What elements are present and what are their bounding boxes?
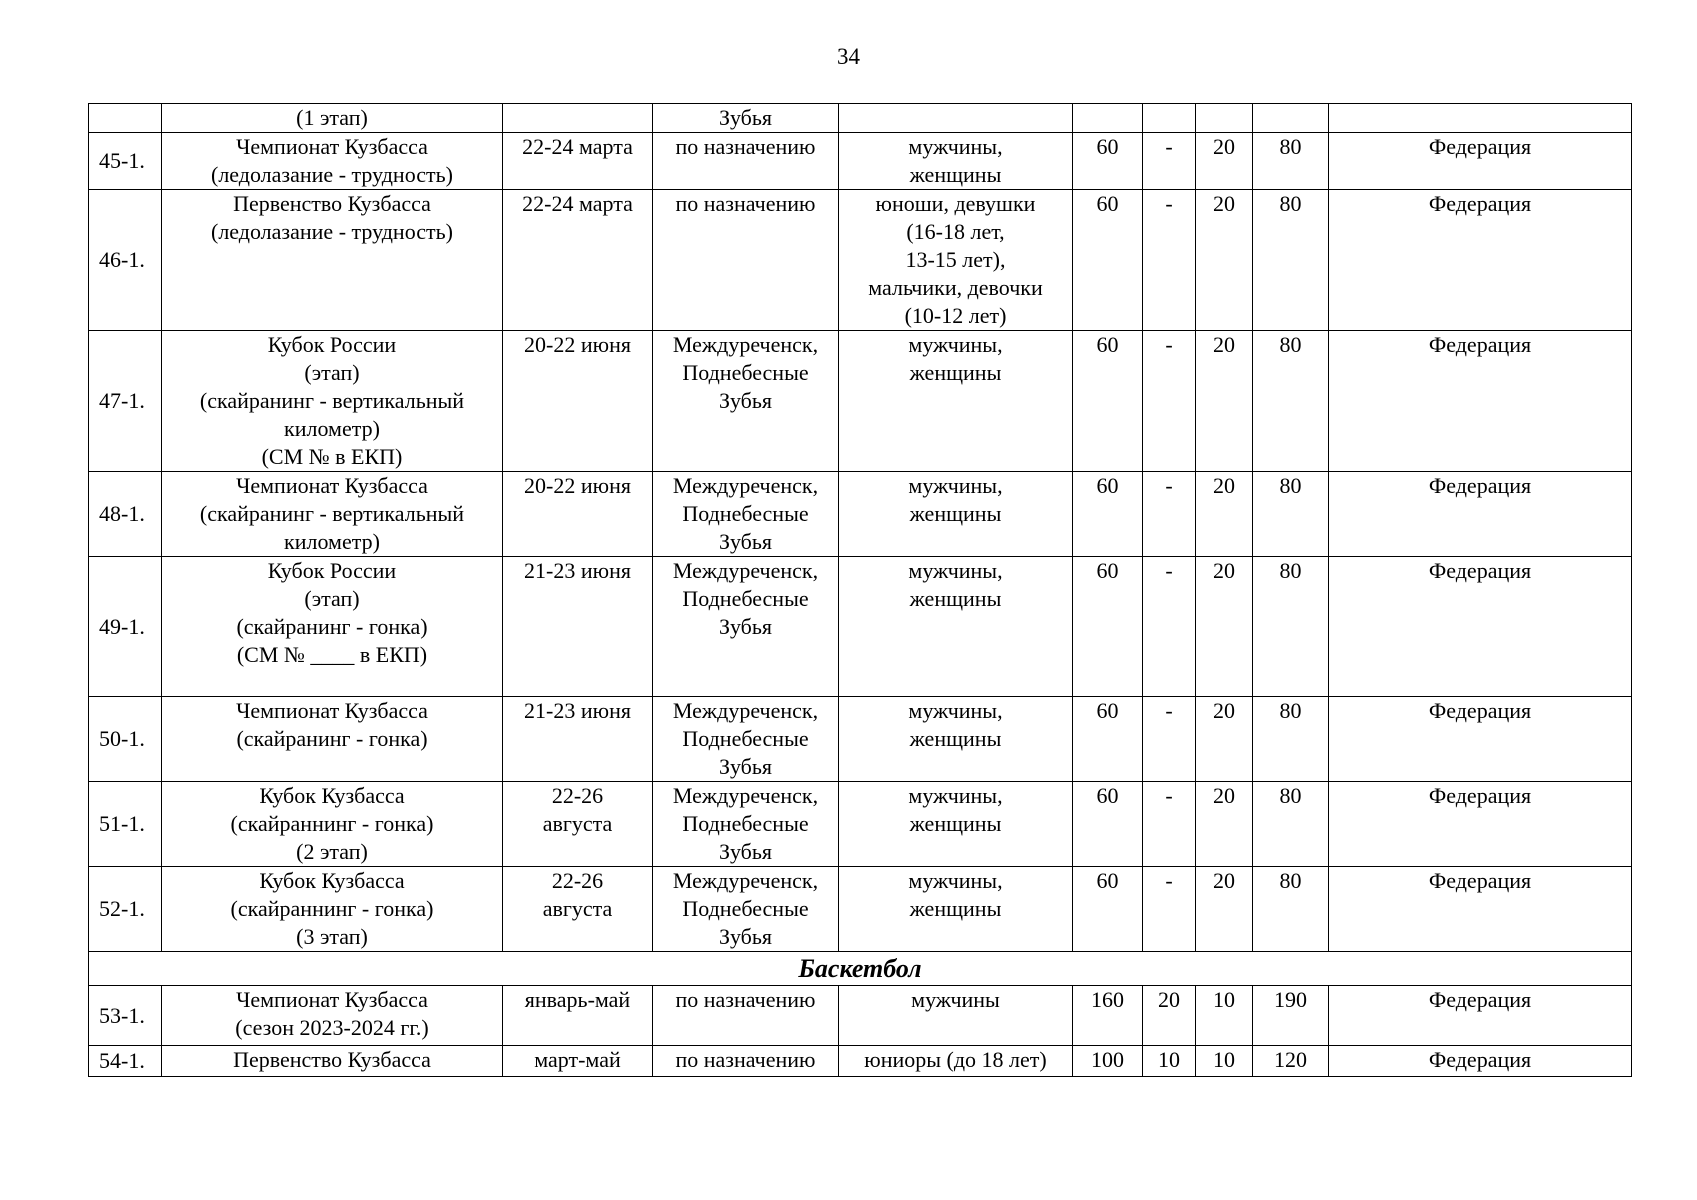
organizer: Федерация: [1329, 697, 1632, 782]
count-3: 20: [1196, 697, 1253, 782]
count-total: 80: [1253, 557, 1329, 697]
organizer: Федерация: [1329, 472, 1632, 557]
organizer: Федерация: [1329, 867, 1632, 952]
event-dates: 22-26 августа: [503, 782, 653, 867]
event-place: по назначению: [653, 1046, 839, 1077]
count-total: 80: [1253, 331, 1329, 472]
section-row: [89, 952, 1632, 986]
table-row: [89, 1046, 1632, 1077]
event-place: Зубья: [653, 104, 839, 133]
table-body: [89, 104, 1632, 1077]
table-row: [89, 133, 1632, 190]
count-2: -: [1143, 867, 1196, 952]
count-1: 100: [1073, 1046, 1143, 1077]
organizer: Федерация: [1329, 133, 1632, 190]
count-total: 80: [1253, 472, 1329, 557]
table-row: [89, 986, 1632, 1046]
count-3: 20: [1196, 867, 1253, 952]
count-2: [1143, 104, 1196, 133]
event-name: Чемпионат Кузбасса (скайранинг - гонка): [162, 697, 503, 782]
event-place: Междуреченск, Поднебесные Зубья: [653, 331, 839, 472]
event-place: по назначению: [653, 986, 839, 1046]
count-total: 80: [1253, 697, 1329, 782]
count-total: 80: [1253, 782, 1329, 867]
event-place: Междуреченск, Поднебесные Зубья: [653, 867, 839, 952]
table-row: [89, 104, 1632, 133]
count-total: 80: [1253, 190, 1329, 331]
count-total: [1253, 104, 1329, 133]
row-number: [89, 104, 162, 133]
row-number: 49-1.: [89, 557, 162, 697]
table-row: [89, 782, 1632, 867]
count-1: 60: [1073, 133, 1143, 190]
count-2: -: [1143, 557, 1196, 697]
event-place: по назначению: [653, 190, 839, 331]
count-2: -: [1143, 782, 1196, 867]
events-table: [88, 103, 1632, 1077]
count-total: 120: [1253, 1046, 1329, 1077]
table-row: [89, 557, 1632, 697]
participants: мужчины, женщины: [839, 697, 1073, 782]
page-number: 34: [837, 44, 860, 69]
participants: мужчины, женщины: [839, 782, 1073, 867]
organizer: Федерация: [1329, 557, 1632, 697]
count-3: [1196, 104, 1253, 133]
event-name: Кубок Кузбасса (скайраннинг - гонка) (3 этап): [162, 867, 503, 952]
organizer: [1329, 104, 1632, 133]
count-1: 60: [1073, 697, 1143, 782]
event-place: Междуреченск, Поднебесные Зубья: [653, 782, 839, 867]
row-number: 51-1.: [89, 782, 162, 867]
participants: мужчины, женщины: [839, 133, 1073, 190]
count-2: -: [1143, 190, 1196, 331]
count-3: 20: [1196, 472, 1253, 557]
event-dates: январь-май: [503, 986, 653, 1046]
event-name: (1 этап): [162, 104, 503, 133]
event-name: Чемпионат Кузбасса (сезон 2023-2024 гг.): [162, 986, 503, 1046]
organizer: Федерация: [1329, 1046, 1632, 1077]
count-total: 80: [1253, 867, 1329, 952]
count-1: 60: [1073, 190, 1143, 331]
participants: [839, 104, 1073, 133]
participants: мужчины, женщины: [839, 867, 1073, 952]
count-1: 60: [1073, 867, 1143, 952]
count-3: 10: [1196, 1046, 1253, 1077]
count-1: 60: [1073, 472, 1143, 557]
row-number: 48-1.: [89, 472, 162, 557]
count-1: 160: [1073, 986, 1143, 1046]
row-number: 46-1.: [89, 190, 162, 331]
organizer: Федерация: [1329, 190, 1632, 331]
event-dates: 22-26 августа: [503, 867, 653, 952]
event-name: Чемпионат Кузбасса (скайранинг - вертикальный километр): [162, 472, 503, 557]
count-3: 10: [1196, 986, 1253, 1046]
event-name: Кубок России (этап) (скайранинг - гонка) (СМ № ____ в ЕКП): [162, 557, 503, 697]
count-3: 20: [1196, 190, 1253, 331]
event-dates: 21-23 июня: [503, 557, 653, 697]
section-title: Баскетбол: [89, 952, 1632, 986]
count-2: -: [1143, 331, 1196, 472]
participants: мужчины, женщины: [839, 472, 1073, 557]
event-dates: 20-22 июня: [503, 331, 653, 472]
participants: мужчины, женщины: [839, 331, 1073, 472]
count-2: -: [1143, 133, 1196, 190]
count-1: 60: [1073, 557, 1143, 697]
participants: мужчины, женщины: [839, 557, 1073, 697]
event-dates: 21-23 июня: [503, 697, 653, 782]
count-1: [1073, 104, 1143, 133]
count-3: 20: [1196, 557, 1253, 697]
table-row: [89, 472, 1632, 557]
event-name: Первенство Кузбасса: [162, 1046, 503, 1077]
participants: юноши, девушки (16-18 лет, 13-15 лет), мальчики, девочки (10-12 лет): [839, 190, 1073, 331]
table-row: [89, 331, 1632, 472]
event-name: Чемпионат Кузбасса (ледолазание - трудность): [162, 133, 503, 190]
event-place: Междуреченск, Поднебесные Зубья: [653, 472, 839, 557]
count-2: -: [1143, 472, 1196, 557]
row-number: 50-1.: [89, 697, 162, 782]
participants: мужчины: [839, 986, 1073, 1046]
event-dates: 22-24 марта: [503, 133, 653, 190]
event-dates: март-май: [503, 1046, 653, 1077]
event-name: Кубок Кузбасса (скайраннинг - гонка) (2 этап): [162, 782, 503, 867]
count-2: 10: [1143, 1046, 1196, 1077]
event-place: Междуреченск, Поднебесные Зубья: [653, 557, 839, 697]
participants: юниоры (до 18 лет): [839, 1046, 1073, 1077]
count-3: 20: [1196, 331, 1253, 472]
event-place: по назначению: [653, 133, 839, 190]
event-dates: [503, 104, 653, 133]
row-number: 45-1.: [89, 133, 162, 190]
event-place: Междуреченск, Поднебесные Зубья: [653, 697, 839, 782]
event-dates: 20-22 июня: [503, 472, 653, 557]
count-1: 60: [1073, 331, 1143, 472]
count-3: 20: [1196, 782, 1253, 867]
count-2: -: [1143, 697, 1196, 782]
count-total: 190: [1253, 986, 1329, 1046]
organizer: Федерация: [1329, 986, 1632, 1046]
count-2: 20: [1143, 986, 1196, 1046]
organizer: Федерация: [1329, 782, 1632, 867]
event-dates: 22-24 марта: [503, 190, 653, 331]
table-row: [89, 190, 1632, 331]
organizer: Федерация: [1329, 331, 1632, 472]
count-total: 80: [1253, 133, 1329, 190]
row-number: 54-1.: [89, 1046, 162, 1077]
count-1: 60: [1073, 782, 1143, 867]
row-number: 53-1.: [89, 986, 162, 1046]
row-number: 52-1.: [89, 867, 162, 952]
count-3: 20: [1196, 133, 1253, 190]
table-row: [89, 697, 1632, 782]
row-number: 47-1.: [89, 331, 162, 472]
event-name: Кубок России (этап) (скайранинг - вертикальный километр) (СМ № в ЕКП): [162, 331, 503, 472]
table-row: [89, 867, 1632, 952]
event-name: Первенство Кузбасса (ледолазание - трудность): [162, 190, 503, 331]
